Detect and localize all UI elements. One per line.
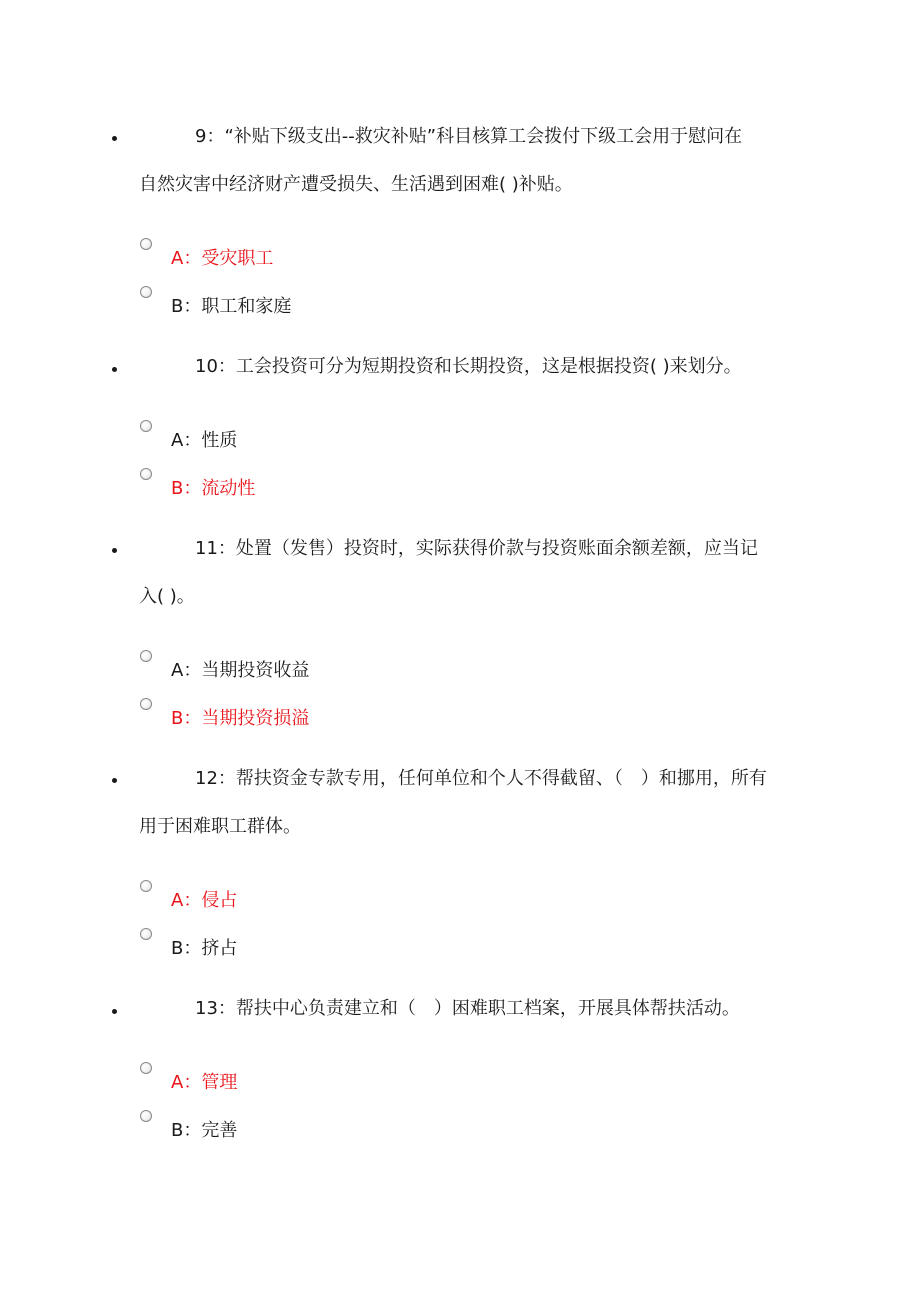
option-b[interactable] [140, 1110, 237, 1140]
question-stem [139, 113, 799, 209]
radio-button[interactable] [140, 1062, 152, 1074]
question-text-line1: “补贴下级支出--救灾补贴”科目核算工会拨付下级工会用于慰问在 [224, 126, 743, 147]
question-text-line1: 处置（发售）投资时，实际获得价款与投资账面余额差额，应当记 [235, 538, 758, 559]
question-number: 13： [195, 998, 236, 1019]
option-label: A：管理 [171, 1072, 238, 1093]
question-text-line2: 入( )。 [139, 586, 195, 607]
option-a[interactable] [140, 650, 309, 680]
question-text-line1: 帮扶中心负责建立和（ ）困难职工档案，开展具体帮扶活动。 [235, 998, 740, 1019]
question-text-line1: 工会投资可分为短期投资和长期投资，这是根据投资( )来划分。 [235, 356, 742, 377]
question-stem [139, 343, 799, 391]
option-b[interactable] [140, 286, 291, 316]
question-text-line2: 自然灾害中经济财产遭受损失、生活遇到困难( )补贴。 [139, 174, 573, 195]
option-label: A：侵占 [171, 890, 238, 911]
question-text-line2: 用于困难职工群体。 [139, 816, 301, 837]
radio-button[interactable] [140, 238, 152, 250]
radio-button[interactable] [140, 880, 152, 892]
option-a[interactable] [140, 238, 273, 268]
question-stem [139, 755, 799, 851]
radio-button[interactable] [140, 650, 152, 662]
option-a[interactable] [140, 880, 237, 910]
list-bullet [112, 367, 120, 375]
option-label: A：当期投资收益 [171, 660, 310, 681]
option-a[interactable] [140, 1062, 237, 1092]
option-label: B：完善 [171, 1120, 238, 1141]
option-label: B：挤占 [171, 938, 238, 959]
question-number: 11： [195, 538, 236, 559]
radio-button[interactable] [140, 928, 152, 940]
radio-button[interactable] [140, 698, 152, 710]
option-b[interactable] [140, 928, 237, 958]
option-b[interactable] [140, 468, 255, 498]
option-label: A：受灾职工 [171, 248, 274, 269]
question-text-line1: 帮扶资金专款专用，任何单位和个人不得截留、（ ）和挪用，所有 [235, 768, 767, 789]
option-label: B：当期投资损溢 [171, 708, 310, 729]
list-bullet [112, 1009, 120, 1017]
question-stem [139, 525, 799, 621]
radio-button[interactable] [140, 468, 152, 480]
option-label: B：职工和家庭 [171, 296, 292, 317]
radio-button[interactable] [140, 420, 152, 432]
list-bullet [112, 778, 120, 786]
question-number: 9： [195, 126, 225, 147]
question-number: 10： [195, 356, 236, 377]
question-number: 12： [195, 768, 236, 789]
question-stem [139, 985, 799, 1033]
option-label: B：流动性 [171, 478, 256, 499]
option-label: A：性质 [171, 430, 238, 451]
list-bullet [112, 548, 120, 556]
radio-button[interactable] [140, 1110, 152, 1122]
option-b[interactable] [140, 698, 309, 728]
radio-button[interactable] [140, 286, 152, 298]
list-bullet [112, 136, 120, 144]
option-a[interactable] [140, 420, 237, 450]
